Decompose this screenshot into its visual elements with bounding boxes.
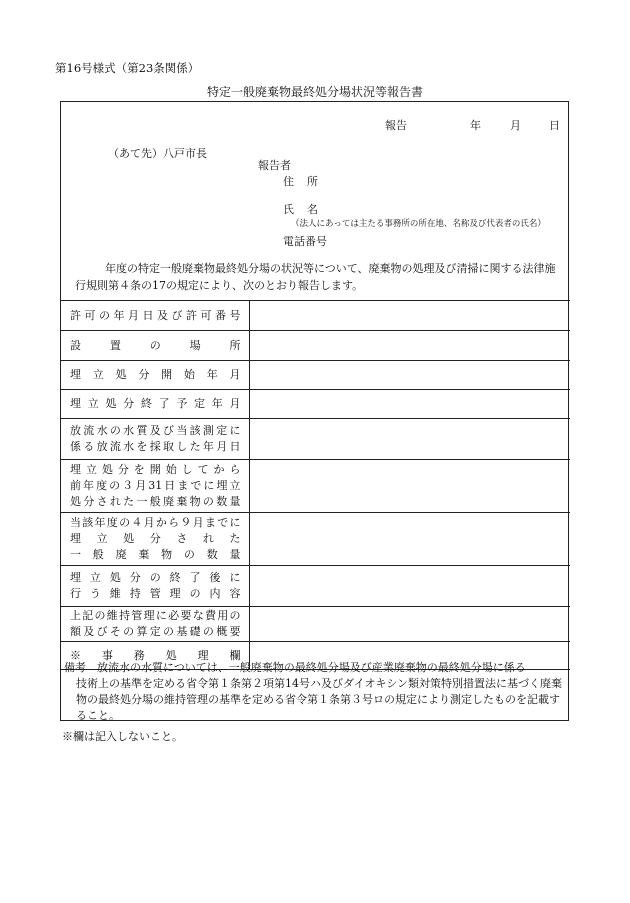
reporter-heading: 報告者: [258, 159, 291, 172]
row-label-line: 一般廃棄物の数量: [70, 548, 241, 561]
row-label-line: 前年度の３月31日までに埋立: [70, 479, 241, 492]
row-label: [60, 419, 249, 460]
row-value-field[interactable]: [249, 566, 570, 607]
row-label: [60, 607, 249, 642]
address-label: 住所: [283, 175, 331, 188]
row-label-line: 埋立処分終了予定年月: [70, 397, 241, 410]
row-label-line: 係る放流水を採取した年月日: [70, 440, 241, 453]
report-table: [60, 300, 570, 670]
remarks-rest: 技術上の基準を定める省令第１条第２項第14号ハ及びダイオキシン類対策特別措置法に基づく廃棄物の最終処分場の維持管理の基準を定める省令第１条第３号ロの規定により測定したものを記載すること。: [76, 677, 563, 722]
table-row: [60, 301, 570, 331]
table-row: [60, 513, 570, 566]
row-label-line: 埋立処分された: [70, 532, 241, 545]
row-label: [60, 301, 249, 331]
table-row: [60, 607, 570, 642]
document-title: 特定一般廃棄物最終処分場状況等報告書: [206, 85, 423, 99]
month-label: 月: [510, 119, 521, 132]
row-value-field[interactable]: [249, 390, 570, 419]
row-label-line: 埋立処分の終了後に: [70, 571, 241, 584]
report-statement: 年度の特定一般廃棄物最終処分場の状況等について、廃棄物の処理及び清掃に関する法律施行規則第４条の17の規定により、次のとおり報告します。: [75, 262, 556, 292]
row-value-field[interactable]: [249, 607, 570, 642]
row-label-line: 額及びその算定の基礎の概要: [70, 625, 241, 638]
row-label: [60, 460, 249, 513]
table-row: [60, 361, 570, 390]
table-row: [60, 331, 570, 361]
row-value-field[interactable]: [249, 361, 570, 390]
row-label: [60, 513, 249, 566]
remarks: [64, 660, 564, 724]
addressee: （あて先）八戸市長: [108, 147, 207, 160]
row-label-line: 行う維持管理の内容: [70, 587, 241, 600]
row-label-line: 設置の場所: [70, 338, 241, 352]
report-label: 報告: [385, 119, 407, 132]
row-value-field[interactable]: [249, 419, 570, 460]
row-label: [60, 361, 249, 390]
table-row: [60, 460, 570, 513]
row-label-line: 処分された一般廃棄物の数量: [70, 495, 241, 508]
table-row: [60, 566, 570, 607]
footnote: ※欄は記入しないこと。: [62, 730, 183, 743]
row-label-line: 許可の年月日及び許可番号: [70, 308, 241, 322]
row-value-field[interactable]: [249, 301, 570, 331]
row-label: [60, 390, 249, 419]
row-value-field[interactable]: [249, 331, 570, 361]
row-label-line: ※事務処理欄: [70, 648, 241, 662]
row-label: [60, 331, 249, 361]
row-value-field[interactable]: [249, 460, 570, 513]
name-label: 氏名: [283, 203, 331, 216]
phone-label: 電話番号: [283, 235, 327, 248]
row-label-line: 上記の維持管理に必要な費用の: [70, 609, 241, 622]
row-label: [60, 566, 249, 607]
table-row: [60, 390, 570, 419]
row-label-line: 埋立処分を開始してから: [70, 463, 241, 476]
row-label-line: 埋立処分開始年月: [70, 368, 241, 381]
year-label: 年: [470, 119, 481, 132]
name-note: （法人にあっては主たる事務所の所在地、名称及び代表者の氏名）: [291, 219, 546, 229]
row-label-line: 放流水の水質及び当該測定に: [70, 424, 241, 437]
table-row: [60, 419, 570, 460]
row-label-line: 当該年度の４月から９月までに: [70, 516, 241, 529]
row-value-field[interactable]: [249, 513, 570, 566]
day-label: 日: [549, 119, 560, 132]
remarks-line-1: 備考 放流水の水質については、一般廃棄物の最終処分場及び産業廃棄物の最終処分場に係る: [64, 661, 526, 674]
form-number: 第16号様式（第23条関係）: [55, 61, 200, 75]
